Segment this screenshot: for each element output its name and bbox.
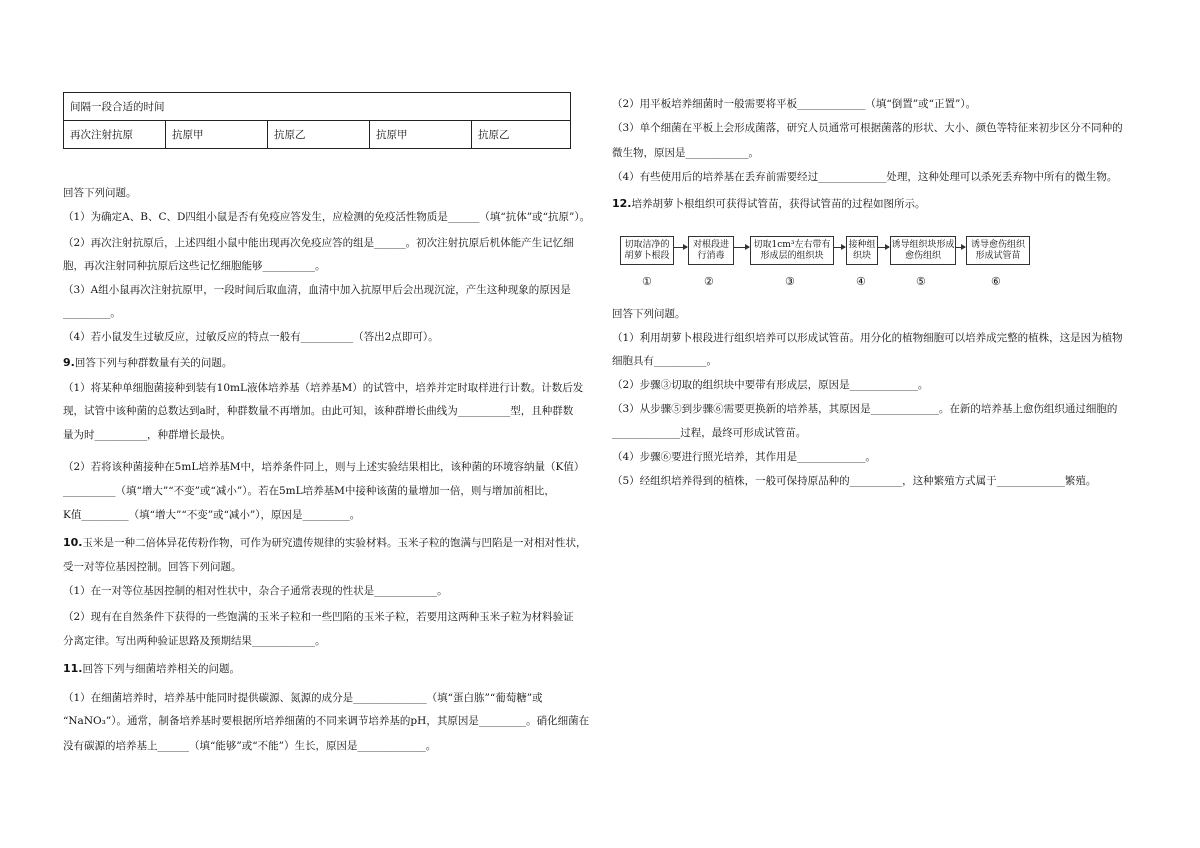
text-line: “NaNO₃”）。通常，制备培养基时要根据所培养细菌的不同来调节培养基的pH，其原因是_________。硝化细菌在: [63, 715, 590, 727]
table-cell: 抗原甲: [370, 121, 472, 149]
question-text: 回答下列与细菌培养相关的问题。: [82, 663, 240, 675]
table-row: [64, 121, 571, 149]
text-line: 回答下列问题。: [612, 308, 686, 320]
question-text: 培养胡萝卜根组织可获得试管苗，获得试管苗的过程如图所示。: [631, 198, 926, 210]
text-line: _________。: [63, 307, 121, 319]
step-number: ②: [704, 275, 714, 288]
question-10: [63, 536, 587, 550]
question-number: 10.: [63, 536, 83, 549]
text-line: （2）再次注射抗原后，上述四组小鼠中能出现再次免疫应答的组是______。初次注射抗原后机体能产生记忆细: [63, 237, 574, 249]
text-line: 现，试管中该种菌的总数达到a时，种群数量不再增加。由此可知，该种群增长曲线为__________型，且种群数: [63, 405, 574, 417]
step-number: ③: [785, 275, 795, 288]
text-line: 微生物，原因是____________。: [612, 147, 759, 159]
arrow-right-icon: [955, 247, 965, 248]
flow-step-4: 接种组织块: [846, 236, 878, 265]
text-line: （2）用平板培养细菌时一般需要将平板_____________（填“倒置”或“正置”）。: [612, 98, 977, 110]
question-text: 回答下列与种群数量有关的问题。: [74, 357, 233, 369]
step-number: ⑤: [916, 275, 926, 288]
text-line: （3）从步骤⑤到步骤⑥需要更换新的培养基，其原因是_____________。在新的培养基上愈伤组织通过细胞的: [612, 403, 1118, 415]
text-line: （2）现有在自然条件下获得的一些饱满的玉米子粒和一些凹陷的玉米子粒，若要用这两种玉米子粒为材料验证: [63, 611, 574, 623]
question-text: 玉米是一种二倍体异花传粉作物，可作为研究遗传规律的实验材料。玉米子粒的饱满与凹陷是一对相对性状，: [82, 537, 587, 549]
step-number: ①: [642, 275, 652, 288]
question-11: [63, 662, 240, 676]
text-line: （1）在细菌培养时，培养基中能同时提供碳源、氮源的成分是______________（填“蛋白胨”“葡萄糖”或: [63, 692, 543, 704]
text-line: __________（填“增大”“不变”或“减小”）。若在5mL培养基M中接种该菌的量增加一倍，则与增加前相比，: [63, 485, 555, 497]
question-number: 12.: [612, 197, 632, 210]
text-line: 受一对等位基因控制。回答下列问题。: [63, 561, 242, 573]
text-line: 分离定律。写出两种验证思路及预期结果____________。: [63, 635, 326, 647]
text-line: （1）利用胡萝卜根段进行组织培养可以形成试管苗。用分化的植物细胞可以培养成完整的植株，这是因为植物: [612, 332, 1123, 344]
flow-step-1: 切取洁净的胡萝卜根段: [620, 236, 674, 265]
step-number: ⑥: [991, 275, 1001, 288]
table-cell: 抗原乙: [472, 121, 571, 149]
text-line: （1）为确定A、B、C、D四组小鼠是否有免疫应答发生，应检测的免疫活性物质是______（填“抗体”或“抗原”）。: [63, 211, 591, 223]
text-line: 回答下列问题。: [63, 187, 137, 199]
text-line: 细胞具有__________。: [612, 355, 717, 367]
table-cell: 抗原乙: [268, 121, 370, 149]
arrow-right-icon: [733, 247, 749, 248]
question-12: [612, 197, 926, 211]
flow-step-6: 诱导愈伤组织形成试管苗: [966, 236, 1030, 265]
question-number: 9.: [63, 356, 75, 369]
table-row: [64, 93, 571, 121]
text-line: （3）单个细菌在平板上会形成菌落，研究人员通常可根据菌落的形状、大小、颜色等特征来初步区分不同种的: [612, 122, 1123, 134]
table-cell: 再次注射抗原: [64, 121, 166, 149]
text-line: （4）若小鼠发生过敏反应，过敏反应的特点一般有__________（答出2点即可）。: [63, 331, 439, 343]
text-line: _____________过程，最终可形成试管苗。: [612, 427, 807, 439]
step-number: ④: [856, 275, 866, 288]
flow-step-3: 切取1cm³左右带有形成层的组织块: [750, 236, 834, 265]
text-line: 量为时__________，种群增长最快。: [63, 429, 231, 441]
text-line: （2）步骤③切取的组织块中要带有形成层，原因是_____________。: [612, 379, 929, 391]
text-line: （4）步骤⑥要进行照光培养，其作用是_____________。: [612, 451, 876, 463]
experiment-table: [63, 92, 571, 149]
text-line: （3）A组小鼠再次注射抗原甲，一段时间后取血清，血清中加入抗原甲后会出现沉淀，产生这种现象的原因是: [63, 284, 571, 296]
text-line: 胞，再次注射同种抗原后这些记忆细胞能够__________。: [63, 260, 326, 272]
text-line: （1）将某种单细胞菌接种到装有10mL液体培养基（培养基M）的试管中，培养并定时取样进行计数。计数后发: [63, 382, 584, 394]
table-cell: 抗原甲: [166, 121, 268, 149]
text-line: （1）在一对等位基因控制的相对性状中，杂合子通常表现的性状是____________。: [63, 585, 448, 597]
process-flowchart: [620, 236, 1030, 288]
text-line: （5）经组织培养得到的植株，一般可保持原品种的__________，这种繁殖方式属于_____________繁殖。: [612, 475, 1097, 487]
table-cell: 间隔一段合适的时间: [64, 93, 571, 121]
flow-step-5: 诱导组织块形成愈伤组织: [890, 236, 956, 265]
question-9: [63, 356, 232, 370]
text-line: 没有碳源的培养基上______（填“能够”或“不能”）生长，原因是_____________。: [63, 740, 437, 752]
arrow-right-icon: [673, 247, 687, 248]
question-number: 11.: [63, 662, 83, 675]
text-line: K值_________（填“增大”“不变”或“减小”），原因是_________。: [63, 509, 361, 521]
text-line: （2）若将该种菌接种在5mL培养基M中，培养条件同上，则与上述实验结果相比，该种菌的环境容纳量（K值）: [63, 461, 585, 473]
flow-step-2: 对根段进行消毒: [688, 236, 734, 265]
text-line: （4）有些使用后的培养基在丢弃前需要经过_____________处理，这种处理可以杀死丢弃物中所有的微生物。: [612, 171, 1118, 183]
arrow-right-icon: [833, 247, 845, 248]
arrow-right-icon: [877, 247, 889, 248]
